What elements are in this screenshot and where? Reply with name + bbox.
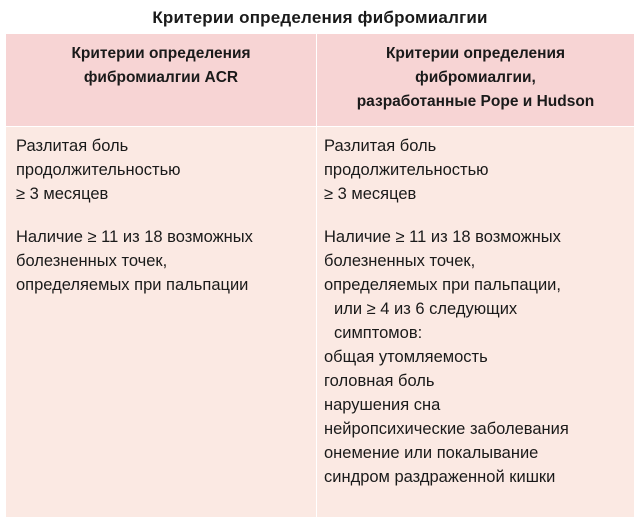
cell-line: продолжительностью bbox=[16, 161, 181, 179]
header-ph-line: Критерии определения bbox=[385, 45, 566, 62]
cell-line: болезненных точек, bbox=[16, 252, 168, 270]
cell-line: ≥ 3 месяцев bbox=[324, 185, 417, 203]
header-acr-line: фибромиалгии ACR bbox=[83, 69, 239, 86]
symptom-item: нейропсихические заболевания bbox=[324, 420, 569, 438]
criteria-table bbox=[6, 34, 634, 517]
row2-acr-cell bbox=[16, 225, 312, 297]
cell-line: Разлитая боль bbox=[324, 137, 437, 155]
cell-line: болезненных точек, bbox=[324, 252, 476, 270]
cell-line: симптомов: bbox=[334, 324, 423, 342]
row1-ph-cell bbox=[324, 134, 630, 206]
header-ph-line: разработанные Pope и Hudson bbox=[356, 93, 595, 110]
header-ph-line: фибромиалгии, bbox=[415, 69, 536, 86]
symptom-item: синдром раздраженной кишки bbox=[324, 468, 556, 486]
row1-acr-cell bbox=[16, 134, 312, 206]
cell-line: продолжительностью bbox=[324, 161, 489, 179]
cell-line: ≥ 3 месяцев bbox=[16, 185, 109, 203]
cell-line: Наличие ≥ 11 из 18 возможных bbox=[16, 228, 253, 246]
cell-line: Наличие ≥ 11 из 18 возможных bbox=[324, 228, 561, 246]
symptom-item: общая утомляемость bbox=[324, 348, 488, 366]
symptom-item: онемение или покалывание bbox=[324, 444, 539, 462]
cell-line: или ≥ 4 из 6 следующих bbox=[334, 300, 518, 318]
cell-line: Разлитая боль bbox=[16, 137, 129, 155]
header-divider bbox=[6, 126, 634, 127]
cell-line: определяемых при пальпации, bbox=[324, 276, 561, 294]
row2-ph-cell bbox=[324, 225, 630, 489]
cell-line: определяемых при пальпации bbox=[16, 276, 249, 294]
header-acr bbox=[6, 42, 316, 90]
symptom-item: нарушения сна bbox=[324, 396, 441, 414]
page-title: Критерии определения фибромиалгии bbox=[152, 8, 488, 27]
header-acr-line: Критерии определения bbox=[71, 45, 251, 62]
symptom-item: головная боль bbox=[324, 372, 435, 390]
header-pope-hudson bbox=[317, 42, 634, 114]
